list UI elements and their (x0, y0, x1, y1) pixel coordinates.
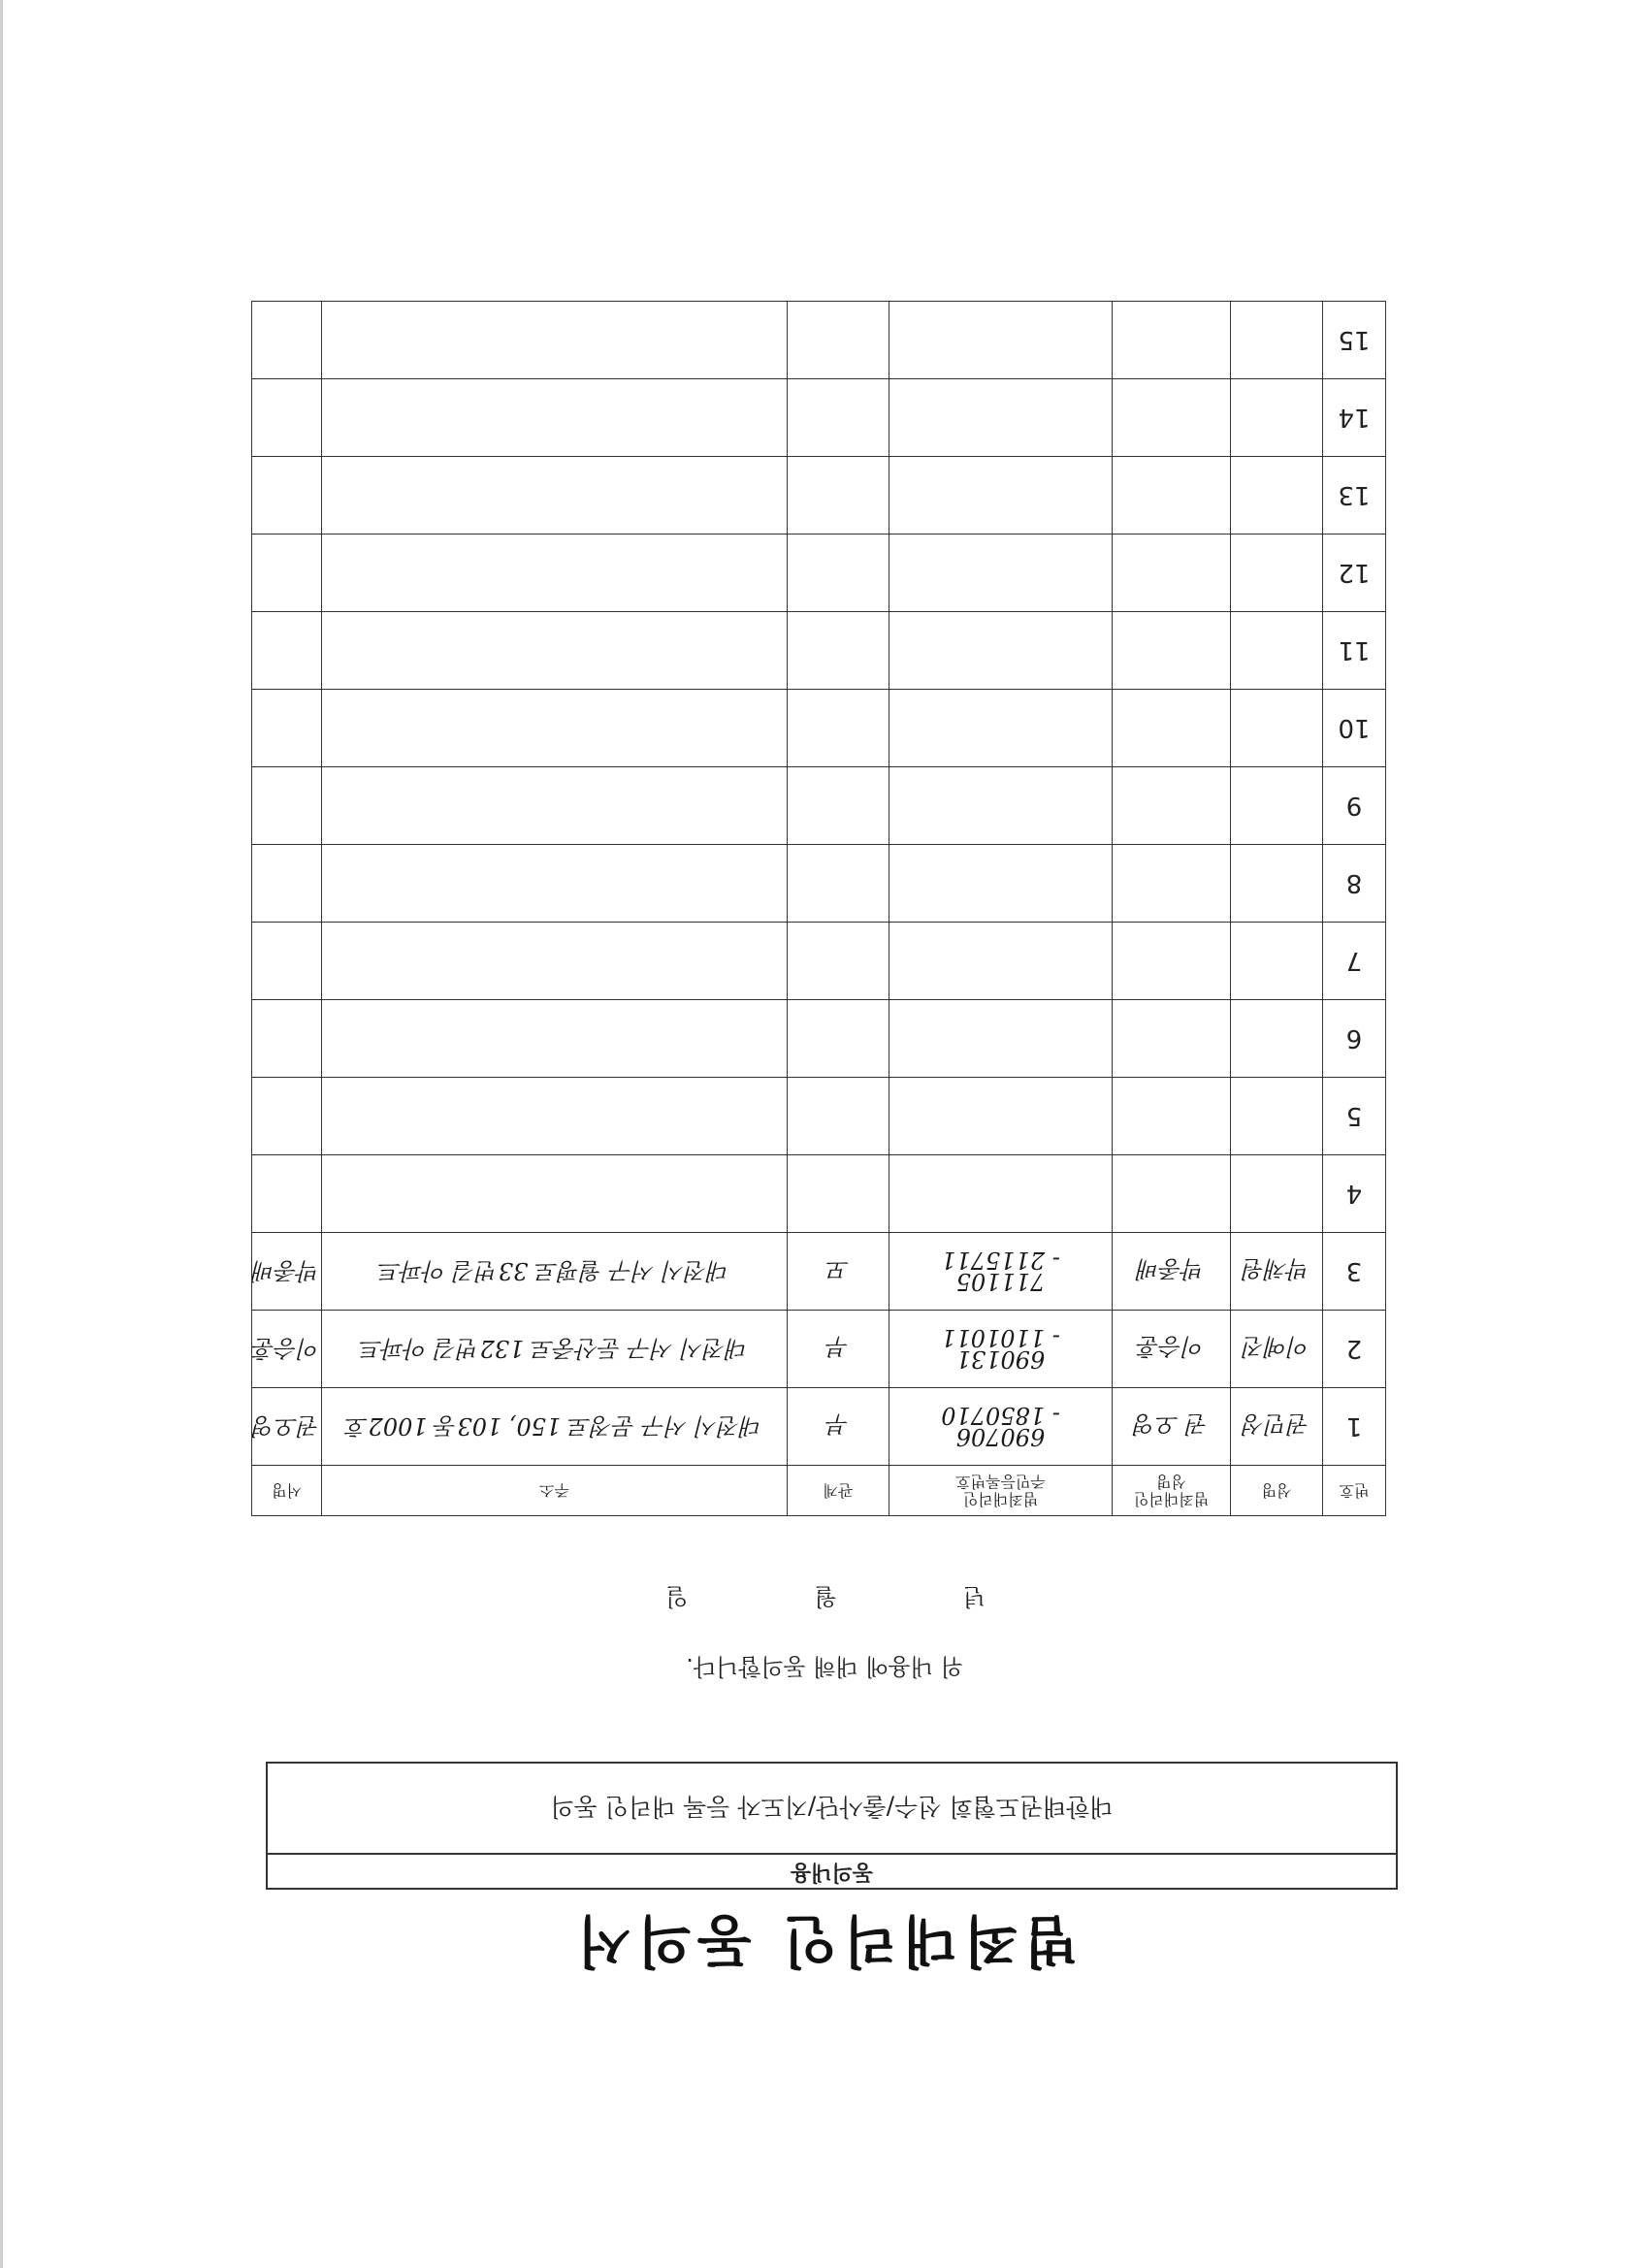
table-row (252, 535, 1386, 612)
header-guardian-name-line2: 성명 (1156, 1473, 1186, 1492)
row-signature (252, 845, 322, 923)
row-relation (788, 379, 889, 457)
row-relation (788, 923, 889, 1000)
row-number: 5 (1323, 1078, 1386, 1155)
row-relation (788, 767, 889, 845)
date-line (665, 1582, 986, 1616)
table-row (252, 1000, 1386, 1078)
row-relation (788, 1078, 889, 1155)
table-header-row (252, 1466, 1386, 1516)
row-signature (252, 923, 322, 1000)
header-address: 주소 (322, 1466, 788, 1516)
row-number: 9 (1323, 767, 1386, 845)
row-address: 대전시 서구 둔산중로 132번길 아파트 (322, 1311, 788, 1388)
row-signature (252, 1078, 322, 1155)
row-name (1231, 767, 1323, 845)
row-guardian-rrn (889, 690, 1113, 767)
row-name: 이예진 (1231, 1311, 1323, 1388)
rrn-line2: - 1101011 (941, 1324, 1060, 1352)
row-guardian-rrn (889, 612, 1113, 690)
row-address (322, 923, 788, 1000)
row-signature: 권오영 (252, 1388, 322, 1466)
header-relation: 관계 (788, 1466, 889, 1516)
row-name (1231, 1000, 1323, 1078)
row-address (322, 690, 788, 767)
row-number: 2 (1323, 1311, 1386, 1388)
row-relation: 부 (788, 1388, 889, 1466)
row-address (322, 302, 788, 379)
row-guardian-name (1113, 845, 1231, 923)
signature-table (251, 301, 1386, 1516)
row-relation (788, 1155, 889, 1233)
row-relation (788, 612, 889, 690)
date-day-unit: 일 (665, 1583, 689, 1610)
row-signature (252, 767, 322, 845)
row-guardian-name (1113, 612, 1231, 690)
form-title: 범죄대리인 동의서 (570, 1908, 1079, 1974)
row-signature: 박종배 (252, 1233, 322, 1311)
row-name: 권민성 (1231, 1388, 1323, 1466)
rrn-line1: 690131 (955, 1345, 1046, 1374)
row-guardian-rrn (889, 1233, 1113, 1311)
rrn-line2: - 1850710 (941, 1402, 1060, 1430)
header-guardian-rrn-line2: 주민등록번호 (955, 1473, 1046, 1492)
table-row (252, 1233, 1386, 1311)
date-month-unit: 월 (814, 1583, 837, 1610)
row-address (322, 612, 788, 690)
consent-statement: 위 내용에 대해 동의합니다. (686, 1653, 963, 1680)
row-address (322, 457, 788, 535)
row-guardian-name (1113, 379, 1231, 457)
row-relation: 모 (788, 1233, 889, 1311)
row-guardian-rrn (889, 1078, 1113, 1155)
row-guardian-name: 이승훈 (1113, 1311, 1231, 1388)
row-relation (788, 1000, 889, 1078)
row-guardian-rrn (889, 845, 1113, 923)
row-number: 13 (1323, 457, 1386, 535)
row-signature (252, 690, 322, 767)
header-guardian-name-line1: 범죄대리인 (1133, 1490, 1210, 1509)
row-guardian-name (1113, 1000, 1231, 1078)
row-number: 1 (1323, 1388, 1386, 1466)
row-address (322, 845, 788, 923)
header-guardian-name (1113, 1466, 1231, 1516)
table-row (252, 379, 1386, 457)
row-number: 7 (1323, 923, 1386, 1000)
row-signature (252, 1000, 322, 1078)
row-address (322, 1155, 788, 1233)
row-guardian-name (1113, 1155, 1231, 1233)
table-row (252, 690, 1386, 767)
row-guardian-name (1113, 457, 1231, 535)
row-guardian-rrn (889, 379, 1113, 457)
row-guardian-name: 박종배 (1113, 1233, 1231, 1311)
row-signature (252, 379, 322, 457)
row-signature: 이승훈 (252, 1311, 322, 1388)
row-number: 12 (1323, 535, 1386, 612)
row-name (1231, 302, 1323, 379)
row-name (1231, 612, 1323, 690)
row-signature (252, 612, 322, 690)
row-name: 박채원 (1231, 1233, 1323, 1311)
row-name (1231, 535, 1323, 612)
row-signature (252, 535, 322, 612)
row-guardian-rrn (889, 767, 1113, 845)
row-name (1231, 845, 1323, 923)
row-guardian-rrn (889, 1155, 1113, 1233)
header-guardian-rrn-line1: 범죄대리인 (962, 1490, 1039, 1509)
row-address: 대전시 서구 문정로 150, 103동 1002호 (322, 1388, 788, 1466)
row-guardian-rrn (889, 457, 1113, 535)
row-name (1231, 1155, 1323, 1233)
row-signature (252, 1155, 322, 1233)
row-relation (788, 302, 889, 379)
header-signature: 서명 (252, 1466, 322, 1516)
consent-content-box (266, 1762, 1398, 1890)
row-guardian-name (1113, 923, 1231, 1000)
row-number: 8 (1323, 845, 1386, 923)
row-guardian-rrn (889, 1000, 1113, 1078)
table-row (252, 1155, 1386, 1233)
table-row (252, 457, 1386, 535)
row-address (322, 379, 788, 457)
row-name (1231, 379, 1323, 457)
table-row (252, 845, 1386, 923)
row-relation (788, 457, 889, 535)
row-relation: 부 (788, 1311, 889, 1388)
table-row (252, 1311, 1386, 1388)
row-guardian-rrn (889, 302, 1113, 379)
row-relation (788, 845, 889, 923)
row-number: 14 (1323, 379, 1386, 457)
row-address (322, 1000, 788, 1078)
row-relation (788, 690, 889, 767)
row-name (1231, 690, 1323, 767)
rrn-line2: - 2115711 (941, 1247, 1060, 1275)
rrn-line1: 711105 (955, 1268, 1046, 1296)
row-relation (788, 535, 889, 612)
rrn-line1: 690706 (955, 1423, 1046, 1451)
row-guardian-name (1113, 302, 1231, 379)
row-address (322, 767, 788, 845)
table-row (252, 923, 1386, 1000)
table-row (252, 1388, 1386, 1466)
row-guardian-rrn (889, 1388, 1113, 1466)
table-row (252, 767, 1386, 845)
row-name (1231, 1078, 1323, 1155)
row-guardian-rrn (889, 535, 1113, 612)
row-signature (252, 302, 322, 379)
row-guardian-name (1113, 690, 1231, 767)
row-name (1231, 457, 1323, 535)
row-number: 11 (1323, 612, 1386, 690)
row-guardian-rrn (889, 923, 1113, 1000)
table-row (252, 612, 1386, 690)
row-number: 6 (1323, 1000, 1386, 1078)
row-number: 4 (1323, 1155, 1386, 1233)
table-row (252, 1078, 1386, 1155)
header-no: 번호 (1323, 1466, 1386, 1516)
content-box-label: 동의내용 (268, 1853, 1396, 1888)
row-guardian-name (1113, 767, 1231, 845)
row-address: 대전시 서구 월평로 33번길 아파트 (322, 1233, 788, 1311)
row-guardian-rrn (889, 1311, 1113, 1388)
row-guardian-name: 권 오영 (1113, 1388, 1231, 1466)
content-box-text: 대한태권도협회 선수/출사단/지도자 등록 대리인 동의 (550, 1793, 1114, 1821)
row-number: 3 (1323, 1233, 1386, 1311)
row-address (322, 1078, 788, 1155)
row-address (322, 535, 788, 612)
date-year-unit: 년 (962, 1583, 986, 1610)
row-guardian-name (1113, 1078, 1231, 1155)
header-name: 성명 (1231, 1466, 1323, 1516)
row-number: 15 (1323, 302, 1386, 379)
row-name (1231, 923, 1323, 1000)
table-row (252, 302, 1386, 379)
row-signature (252, 457, 322, 535)
row-guardian-name (1113, 535, 1231, 612)
header-guardian-rrn (889, 1466, 1113, 1516)
row-number: 10 (1323, 690, 1386, 767)
